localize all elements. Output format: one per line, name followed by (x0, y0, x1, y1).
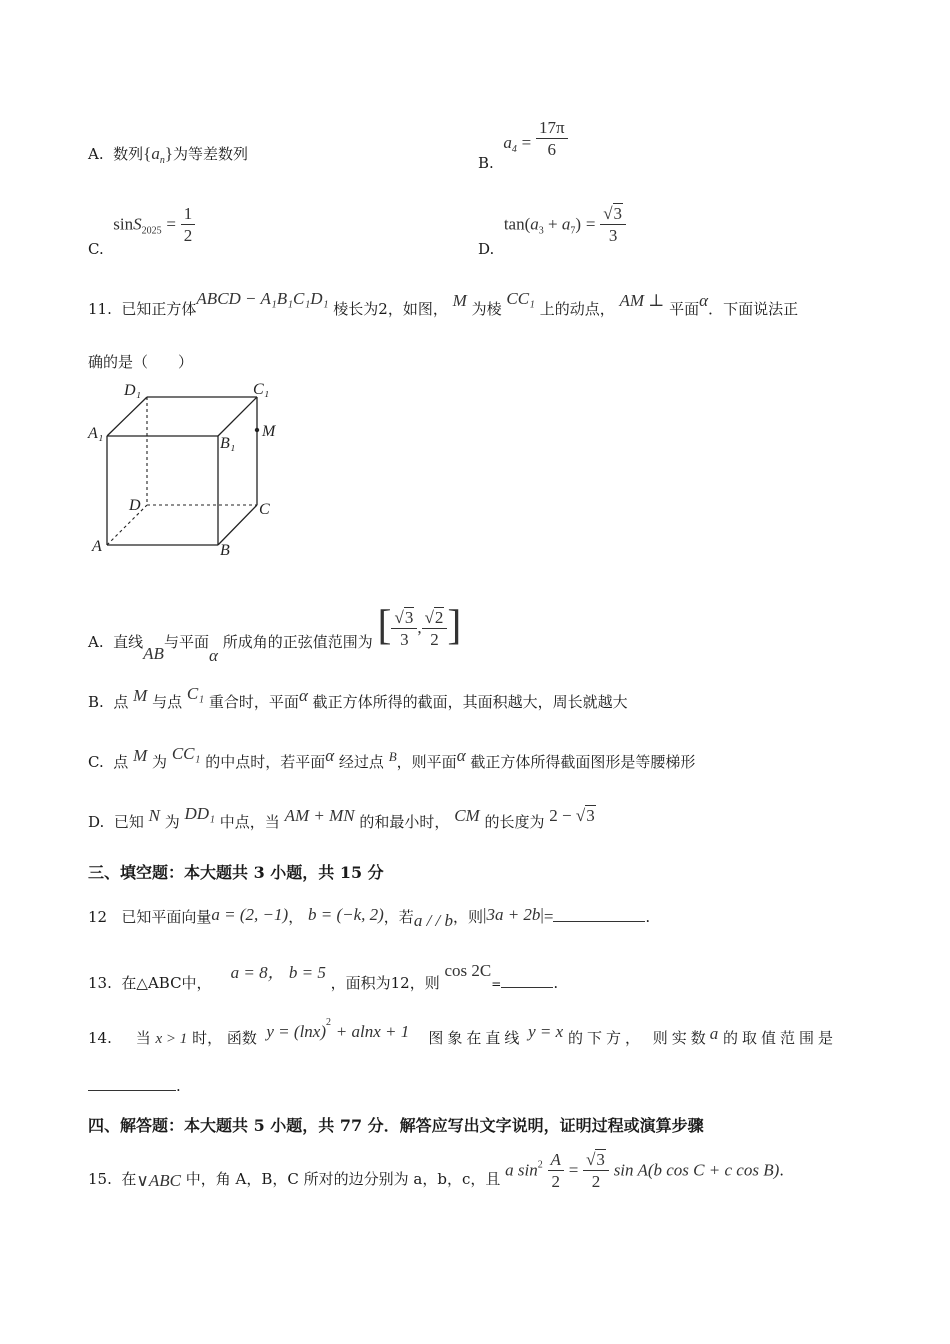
q10-option-b: B. $a_4$ = $\frac{17\pi}{6}$ (478, 118, 568, 161)
point-m-dot (255, 428, 259, 432)
label-m: M (262, 423, 276, 440)
q14: 14. 当 x > 1 时， 函数 $y = (\ln x)^2 + alnx + 1$ 图象在直线 y = x 的下方， 则实数a 的取值范围是 (88, 1017, 838, 1047)
q11-option-d: D. 已知 N 为 DD₁ 中点，当 AM + MN 的和最小时， CM 的长度为 2 − √3 (88, 804, 595, 831)
q10-option-c: C. sinS$_{2025}$ = $\frac{1}{2}$ (88, 204, 195, 247)
q11-option-a: A. 直线AB与平面α 所成角的正弦值范围为 [ $\frac{√3}{3}$ , $\frac{√2}{2}$ ] (88, 603, 462, 665)
q12: 12 已知平面向量a = (2, −1)， b = (−k, 2)，若a / / b，则|3a + 2b|= . (88, 905, 651, 930)
q11-option-c: C. 点 M 为 CC₁ 的中点时，若平面α 经过点 B，则平面α 截正方体所得截面图形是等腰梯形 (88, 744, 696, 771)
label-a: A (92, 538, 102, 555)
q11-stem-line2: 确的是（ ） (88, 353, 194, 371)
label-b1: B₁ (220, 435, 236, 452)
q12-answer-blank[interactable] (553, 921, 645, 922)
q11-stem: 11. 已知正方体ABCD − A₁B₁C₁D₁ 棱长为2，如图， M 为棱 CC₁ 上的动点， AM ⊥ 平面α．下面说法正 (88, 289, 799, 318)
q11-option-b: B. 点 M 与点 C₁ 重合时，平面α 截正方体所得的截面，其面积越大，周长就越大 (88, 684, 628, 711)
q10-option-d: D. $\tan(a_3 + a_7)$ = $\frac{√3}{3}$ (478, 204, 626, 247)
q13-answer-blank[interactable] (501, 987, 553, 988)
section4-heading: 四、解答题：本大题共 5 小题，共 77 分．解答应写出文字说明，证明过程或演算步骤 (88, 1116, 704, 1135)
label-a1: A₁ (88, 425, 104, 442)
label-b: B (220, 542, 230, 559)
section3-heading: 三、填空题：本大题共 3 小题，共 15 分 (88, 863, 384, 882)
q15: 15. 在∨ABC 中，角 A，B，C 所对的边分别为 a，b，c，且 a $\sin^2$ $\frac{A}{2}$ = $\frac{√3}{2}$ sin A(b cos C + c cos B). (88, 1150, 785, 1191)
q14-answer-line: . (88, 1077, 181, 1095)
q10-option-a: A. 数列$\{a_n\}$为等差数列 (88, 144, 249, 166)
label-d1: D₁ (124, 382, 142, 399)
q13: 13. 在△ABC中， a = 8， b = 5 ，面积为12，则 cos 2C= . (88, 961, 559, 992)
q14-answer-blank[interactable] (88, 1090, 176, 1091)
cube-figure (84, 378, 284, 563)
label-c1: C₁ (253, 381, 270, 398)
label-c: C (259, 501, 270, 518)
label-d: D (129, 497, 141, 514)
